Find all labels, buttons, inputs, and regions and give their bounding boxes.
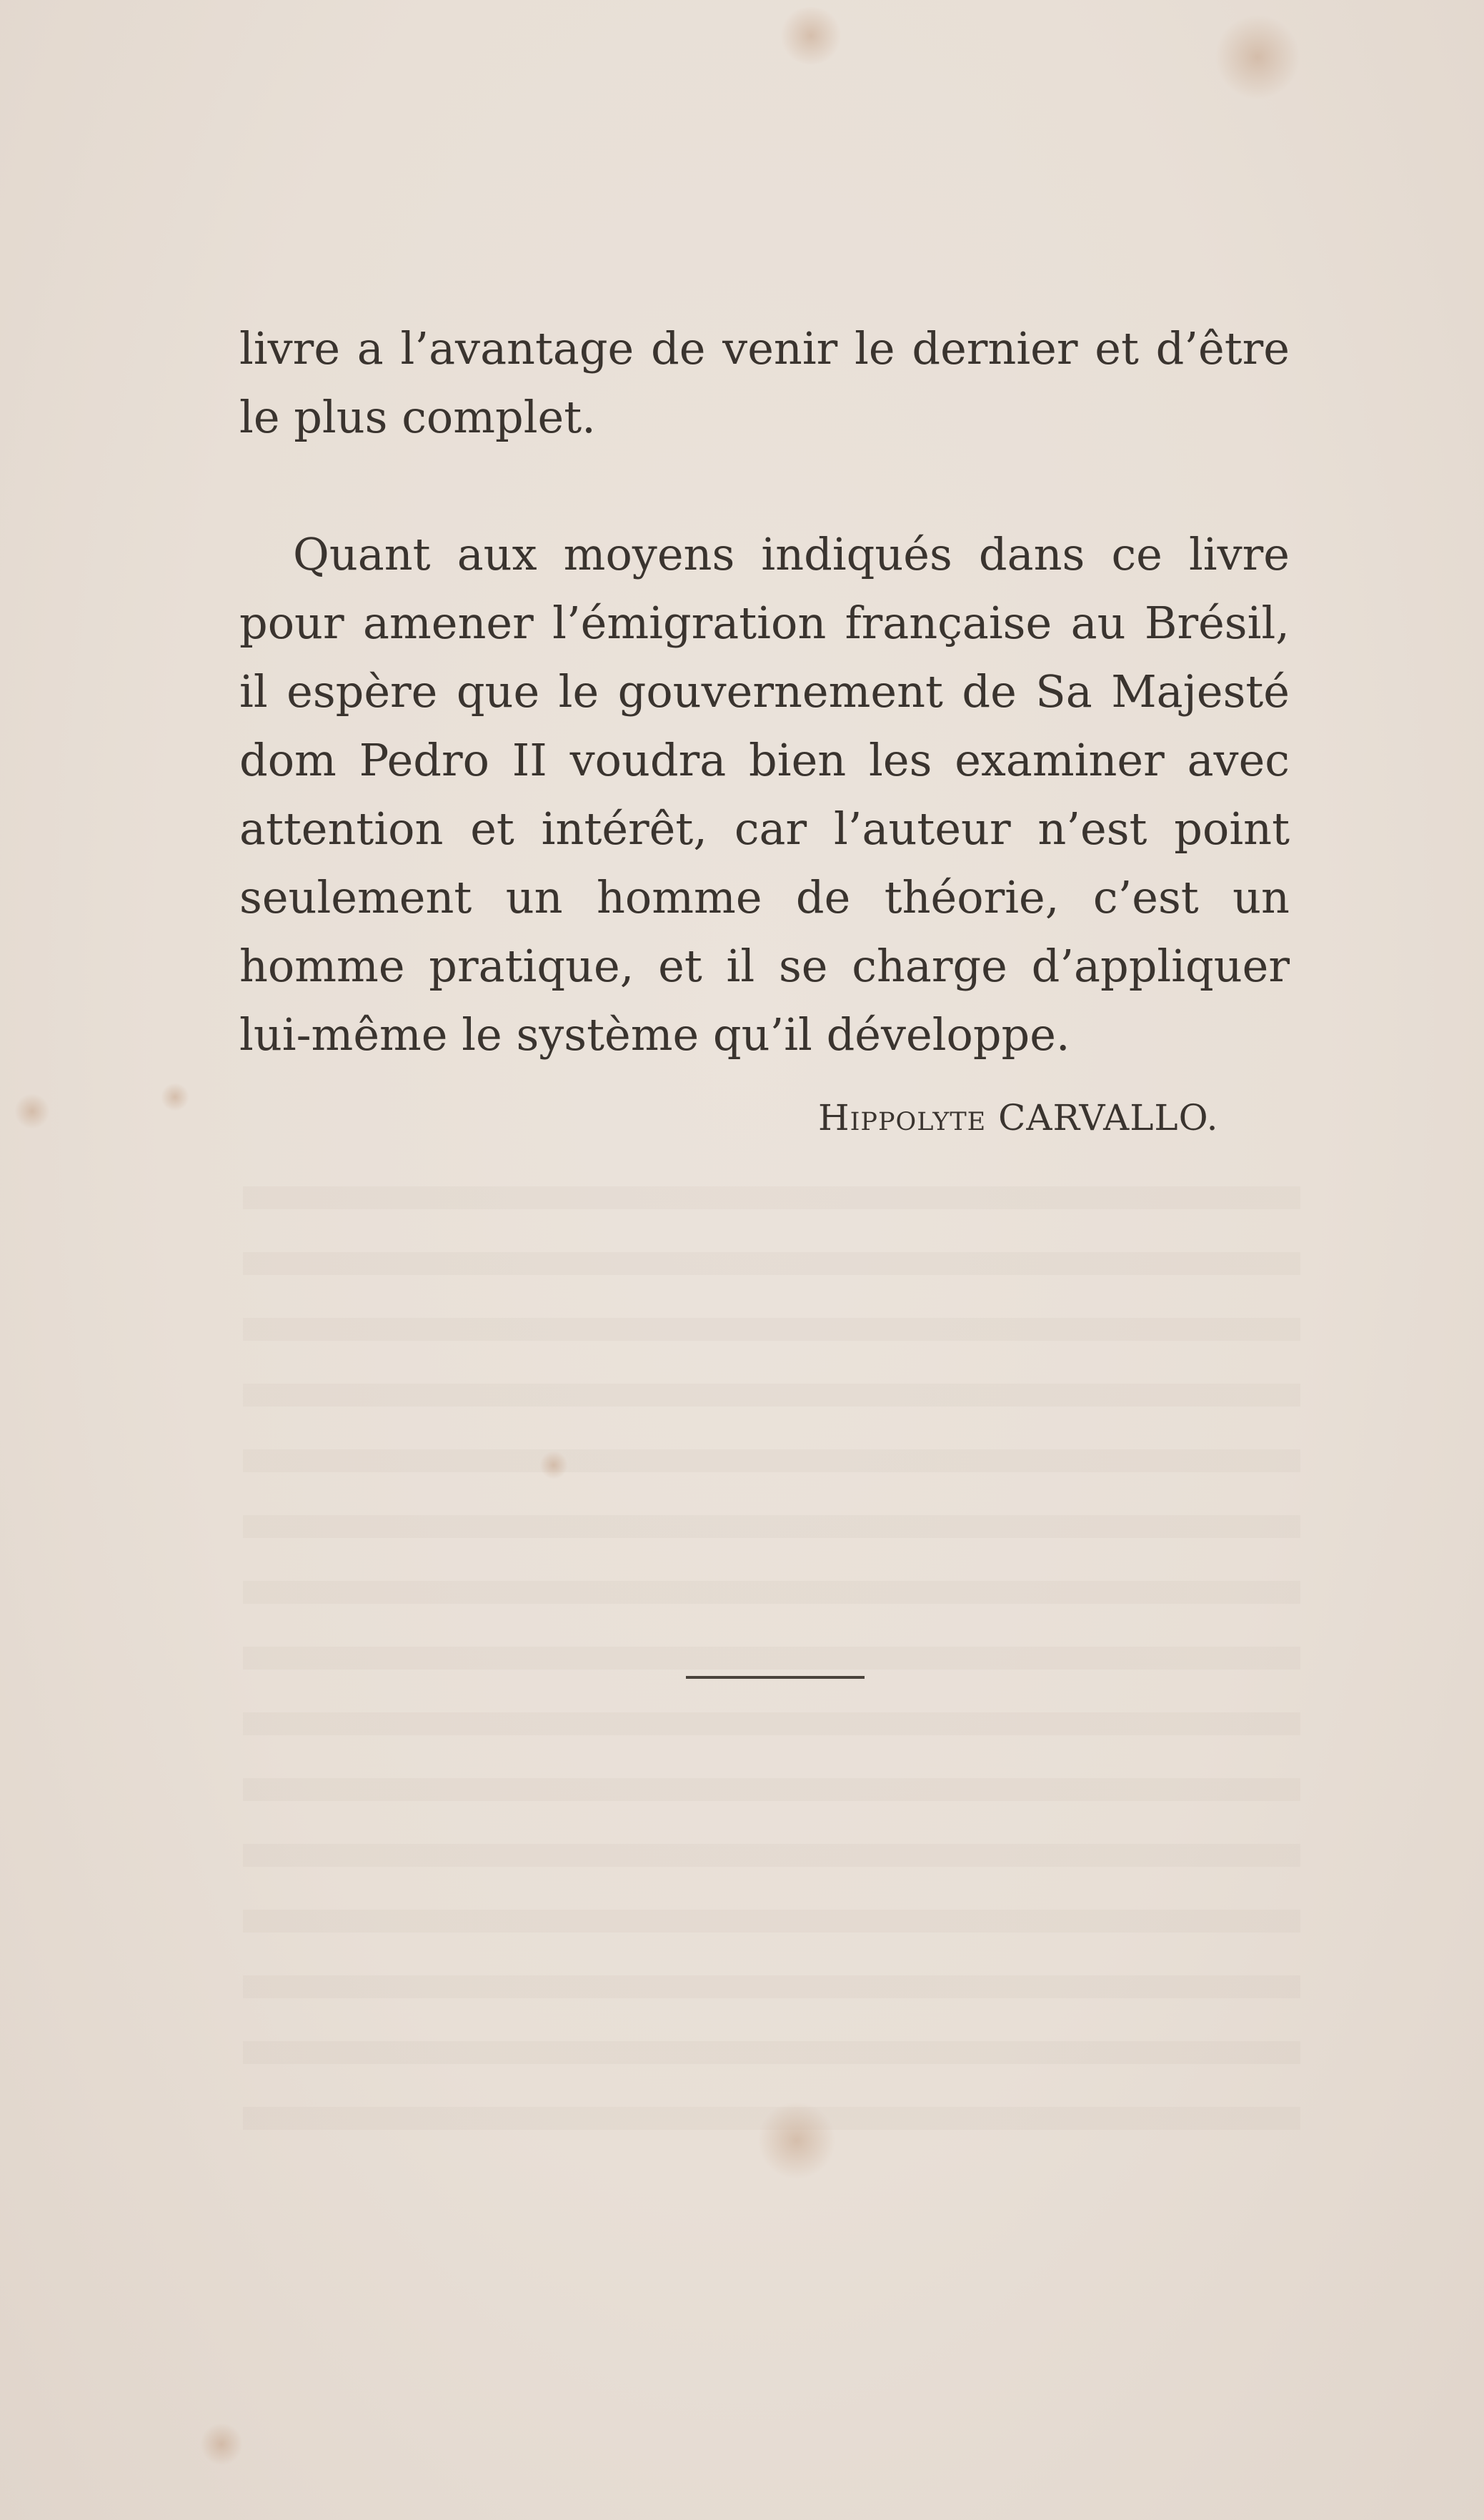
foxing-spot	[200, 2423, 243, 2466]
foxing-spot	[779, 7, 843, 64]
paragraph-1: livre a l’avantage de venir le dernier et d’être le plus complet.	[239, 322, 1290, 443]
paragraph-2: Quant aux moyens indiqués dans ce livre pour amener l’émigration française au Brésil, il espère que le gouvernement de Sa Majesté dom Pedro II voudra bien les examiner avec attention et intérêt, car l’auteur n’est point seulement un homme de théorie, c’est un homme pratique, et il se charge d’appliquer lui-même le système qu’il développe.	[239, 528, 1290, 1061]
author-signature	[818, 1097, 1219, 1139]
section-divider-rule	[686, 1676, 865, 1679]
signature-first-name: Hippolyte	[818, 1097, 987, 1139]
body-text	[239, 314, 1290, 1069]
foxing-spot	[539, 1451, 568, 1479]
foxing-spot	[14, 1093, 50, 1129]
foxing-spot	[757, 2101, 836, 2180]
bleed-through-shadow	[243, 1144, 1300, 2130]
foxing-spot	[1215, 14, 1300, 100]
signature-last-name: CARVALLO.	[998, 1097, 1219, 1139]
foxing-spot	[161, 1083, 189, 1111]
